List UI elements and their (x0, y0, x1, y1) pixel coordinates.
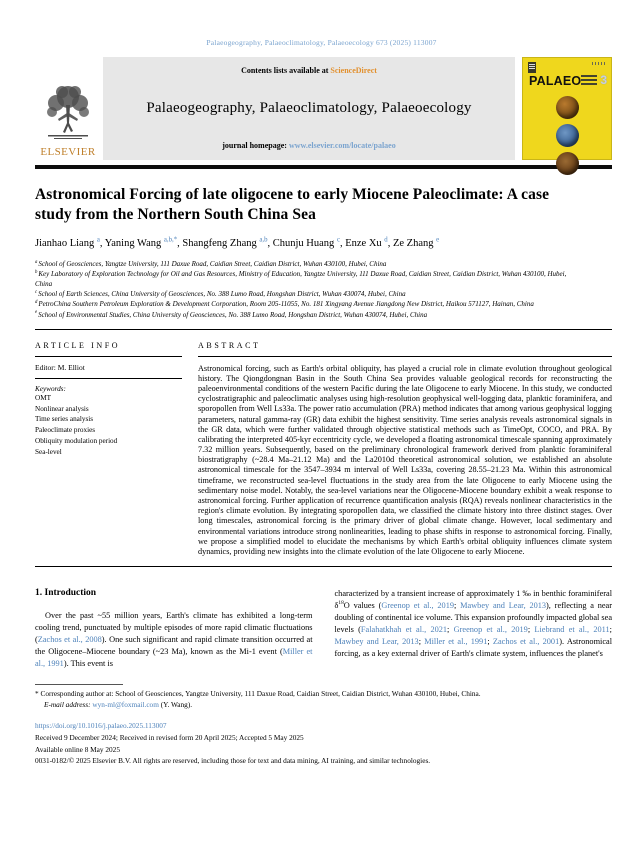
citation-link[interactable]: Mawbey and Lear, 2013 (334, 637, 419, 647)
abstract-text: Astronomical forcing, such as Earth's orbital obliquity, has played a crucial role in climate evolution throughout geological history. The Qiongdongnan Basin in the South China Sea provides valuable geological records for reconstructing the paleoenvironmental conditions of the western Pacific during the late Oligocene to early Miocene. In this study, we conducted cyclostratigraphic and paleoclimatic analyses using high-resolution geophysical well-logging data, planktic foraminifera, and sporopollen from Well Ls33a. The power ratio accumulation (PRA) method indicates that among various geophysical logging parameters, natural gamma-ray (GR) data exhibit the highest sensitivity. Time series analysis reveals astronomical signals in the GR data, which were further validated through objective statistical methods such as TimeOpt, COCO, and PRA. By calibrating the interpreted 405-kyr eccentricity cycle, we developed a floating astronomical timescale spanning approximately 7.32 million years. Subsequently, based on the preliminary chronological framework derived from planktic foraminiferal biostratigraphy (~28.4 Ma–21.12 Ma) and the La2010d theoretical astronomical solution, we established an absolute astronomical timescale for the 3547–3934 m interval of Well Ls33a, covering 28.55–21.23 Ma. Within this astronomical timeframe, we reconstructed sea-level fluctuations in the study area from the late Oligocene to early Miocene using the sedimentary noise model. Notably, the sea-level variations near the Oligocene-Miocene boundary exhibit a weak response to astronomical forcing. Further application of recurrence quantification analysis (RQA) reveals nonlinear characteristics in the region's climate evolution. By integrating sporopollen data, we classified the climate history into three distinct stages. Over long timescales, astronomical forcing is the primary driver of global climate change. However, local sedimentary and environmental variations introduce strong nonlinearities, leading to phase shifts in response to astronomical forcing. Finally, we propose a simplified model to elucidate the mechanisms by which Earth's orbital obliquity influences climate system dynamics, providing new insights into the climate evolution of the late Oligocene to early Miocene. (198, 363, 612, 556)
email-line (35, 700, 612, 711)
homepage-link[interactable]: www.elsevier.com/locate/palaeo (288, 141, 396, 150)
text-segment: Ze Zhang (392, 237, 437, 249)
text-segment: Chunju Huang (272, 237, 337, 249)
affiliation-marker: a (35, 259, 38, 265)
divider (35, 329, 612, 330)
affiliation-marker: e (35, 310, 38, 316)
affiliation-text: School of Earth Sciences, China University of Geosciences, No. 388 Lumo Road, Hongshan District, Wuhan 430074, Hubei, China (38, 290, 406, 299)
article-info-column (35, 341, 198, 557)
affiliation-text: School of Environmental Studies, China University of Geosciences, No. 388 Lumo Road, Hongshan District, Wuhan 430074, Hubei, China (38, 310, 428, 319)
journal-homepage-line (109, 141, 509, 150)
abstract-column (198, 341, 612, 557)
cover-barcode-icon (592, 62, 606, 65)
author-affiliation-ref[interactable]: a,b,* (163, 236, 178, 244)
email-label: E-mail address: (44, 700, 93, 710)
corresponding-author-note: * Corresponding author at: School of Geosciences, Yangtze University, 111 Daxue Road, Caidian Street, Caidian District, Wuhan 430100, Hubei, China. (35, 689, 481, 699)
article-info-heading: ARTICLE INFO (35, 340, 121, 350)
author-affiliation-ref[interactable]: e (436, 236, 440, 244)
affiliation-marker: c (35, 290, 38, 295)
text-segment: ), reflecting a near doubling of continental ice volume. This expansion profoundly impacted global sea levels ( (334, 601, 613, 635)
text-segment: (Y. Wang). (158, 700, 193, 710)
text-segment: , (267, 237, 273, 249)
divider (35, 378, 182, 379)
masthead (35, 57, 612, 160)
author-affiliation-ref[interactable]: a,b (259, 236, 268, 244)
cover-globes (523, 96, 611, 180)
text-segment: Over the past ~55 million years, Earth's climate has exhibited a long-term cooling trend, punctuated by multiple episodes of more rapid climatic fluctuations ( (35, 611, 313, 645)
divider (35, 356, 182, 357)
keyword: Paleoclimate proxies (35, 426, 96, 435)
text-segment: O values ( (343, 601, 382, 611)
affiliation (35, 289, 580, 299)
intro-paragraph-right (335, 588, 613, 660)
globe-icon (556, 124, 579, 147)
homepage-label: journal homepage: (222, 141, 289, 150)
elsevier-logo (35, 57, 101, 160)
journal-citation-header: Palaeogeography, Palaeoclimatology, Palaeoecology 673 (2025) 113007 (206, 38, 437, 47)
author-affiliation-ref[interactable]: c (336, 236, 340, 244)
author-list (35, 238, 608, 249)
citation-link[interactable]: Falahatkhah et al., 2021 (360, 625, 448, 635)
citation-link[interactable]: Greenop et al., 2019 (453, 625, 528, 635)
intro-right-column (335, 588, 613, 670)
section-heading-introduction: 1. Introduction (35, 588, 97, 599)
introduction-section (35, 588, 612, 670)
globe-icon (556, 152, 579, 175)
affiliation (35, 269, 580, 289)
text-segment: Yaning Wang (104, 237, 164, 249)
cover-publisher-mark-icon (528, 62, 536, 73)
affiliation-marker: b (35, 269, 38, 275)
contents-label: Contents lists available at (241, 66, 331, 75)
text-segment: , (177, 237, 183, 249)
text-segment: , (387, 237, 393, 249)
elsevier-tree-icon (42, 83, 94, 145)
author-affiliation-ref[interactable]: d (384, 236, 388, 244)
globe-icon (556, 96, 579, 119)
citation-link[interactable]: Miller et al., 1991 (35, 647, 313, 669)
text-segment: Jianhao Liang (35, 237, 97, 249)
text-segment: ; (454, 601, 461, 611)
journal-title: Palaeogeography, Palaeoclimatology, Palaeoecology (146, 99, 472, 116)
article-title: Astronomical Forcing of late oligocene to early Miocene Paleoclimate: A case study from the Northern South China Sea (35, 186, 550, 224)
footnote (35, 684, 612, 711)
journal-cover-thumbnail[interactable] (522, 57, 612, 160)
doi-link[interactable]: https://doi.org/10.1016/j.palaeo.2025.113007 (35, 720, 167, 730)
text-segment: ; (447, 625, 454, 635)
keyword: Obliquity modulation period (35, 436, 118, 445)
article-footer (35, 720, 612, 767)
author-affiliation-ref[interactable]: a (96, 236, 100, 244)
available-online-line: Available online 8 May 2025 (35, 744, 120, 754)
editor-line: Editor: M. Elliot (35, 362, 85, 372)
affiliation (35, 259, 580, 269)
cover-subtitle-lines (581, 75, 597, 87)
text-segment: ). One such significant and rapid climate transition occurred at the Oligocene–Miocene boundary (~23 Ma), known as the Mi-1 event ( (35, 635, 313, 657)
affiliation-list (35, 259, 608, 320)
copyright-line: 0031-0182/© 2025 Elsevier B.V. All rights are reserved, including those for text and data mining, AI training, and similar technologies. (35, 756, 431, 766)
text-segment: ). This event is (63, 659, 113, 669)
received-dates-line: Received 9 December 2024; Received in revised form 20 April 2025; Accepted 5 May 2025 (35, 732, 304, 742)
citation-link[interactable]: Greenop et al., 2019 (381, 601, 455, 611)
affiliation (35, 310, 580, 320)
affiliation-text: School of Geosciences, Yangtze University, 111 Daxue Road, Caidian Street, Caidian District, Wuhan 430100, Hubei, China (38, 259, 387, 268)
keywords-label: Keywords: (35, 384, 66, 393)
abstract-heading: ABSTRACT (198, 340, 261, 350)
text-segment: ). Astronomical forcing, as a key external driver of Earth's climate system, influences the planet's (334, 637, 612, 659)
keyword: Nonlinear analysis (35, 404, 89, 413)
text-segment: ; (527, 625, 535, 635)
affiliation-text: PetroChina Southern Petroleum Exploration & Development Corporation, Room 205-11055, No. 181 Xingyang Avenue Jiangdong New District, Haikou 571127, Hainan, China (38, 300, 534, 309)
footnote-divider (35, 684, 123, 685)
divider (35, 566, 612, 567)
citation-link[interactable]: Zachos et al., 2001 (492, 637, 560, 647)
sciencedirect-link[interactable]: ScienceDirect (330, 66, 377, 75)
keyword: Time series analysis (35, 415, 94, 424)
keyword: OMT (35, 393, 51, 402)
superscript-18: 18 (338, 600, 344, 607)
intro-paragraph-left (35, 610, 313, 670)
citation-link[interactable]: Miller et al., 1991 (424, 637, 488, 647)
cover-issue-number: 3 (600, 73, 607, 87)
text-segment: Shangfeng Zhang (182, 237, 260, 249)
masthead-center-box (103, 57, 515, 160)
affiliation (35, 299, 580, 309)
affiliation-text: Key Laboratory of Exploration Technology for Oil and Gas Resources, Ministry of Education, Yangtze University, 111 Daxue Road, Caidian Street, Caidian District, Wuhan 430100, Hubei, China (35, 270, 567, 289)
text-segment: characterized by a transient increase of approximately 1 ‰ in benthic foraminiferal δ (334, 589, 612, 611)
citation-link[interactable]: Mawbey and Lear, 2013 (460, 601, 547, 611)
info-abstract-section (35, 341, 612, 557)
divider (198, 356, 612, 357)
text-segment: ; (609, 625, 612, 635)
text-segment: , (339, 237, 346, 249)
intro-left-column (35, 588, 313, 670)
keyword: Sea-level (35, 447, 62, 456)
text-segment: ; (487, 637, 493, 647)
email-link[interactable]: wyn-ml@foxmail.com (92, 700, 159, 710)
text-segment: ; (418, 637, 425, 647)
contents-available-line (109, 66, 509, 75)
text-segment: , (99, 237, 105, 249)
citation-link[interactable]: Liebrand et al., 2011 (534, 625, 610, 635)
elsevier-wordmark: ELSEVIER (40, 146, 96, 158)
affiliation-marker: d (35, 300, 38, 306)
citation-link[interactable]: Zachos et al., 2008 (37, 635, 102, 645)
text-segment: Enze Xu (345, 237, 385, 249)
cover-title: PALAEO (529, 74, 582, 88)
